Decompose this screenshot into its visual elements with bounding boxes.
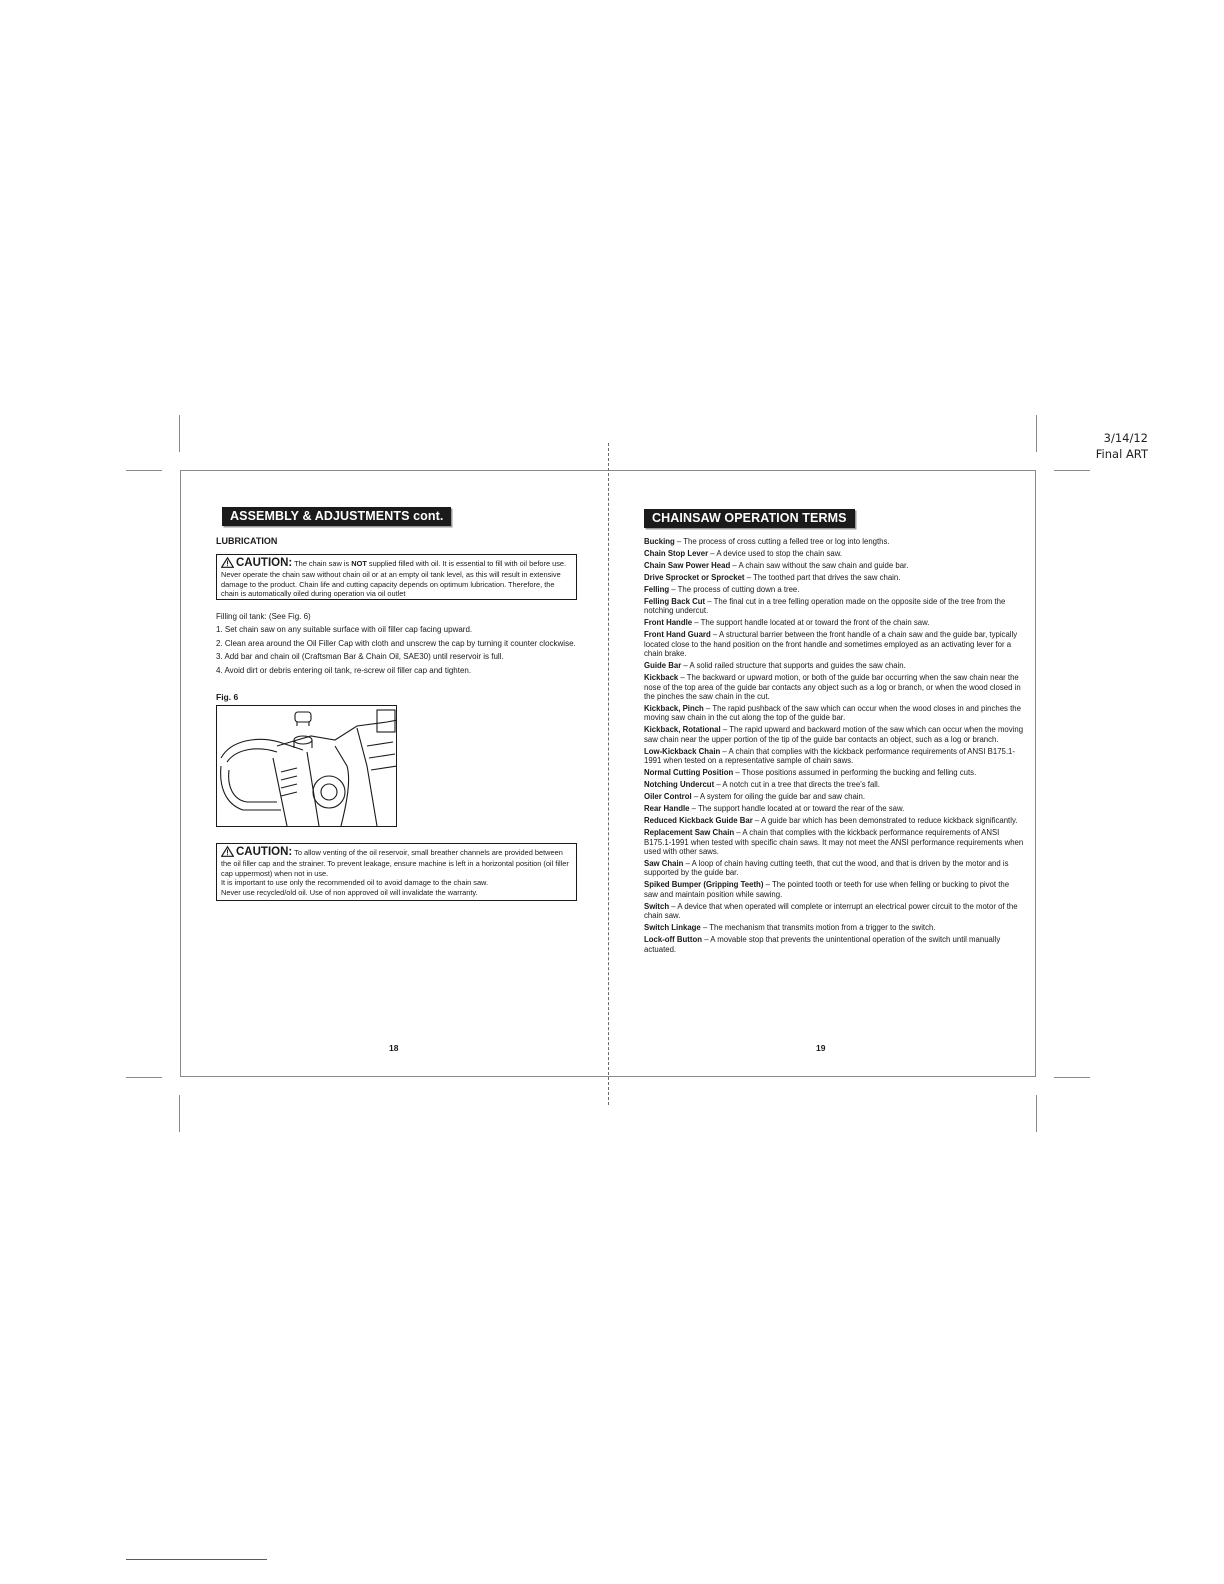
caution-recommended-oil: It is important to use only the recommended oil to avoid damage to the chain saw. — [221, 878, 489, 888]
term-definition: – Those positions assumed in performing the bucking and felling cuts. — [733, 768, 977, 778]
page-number-left: 18 — [389, 1043, 399, 1053]
term-name: Switch Linkage — [644, 923, 701, 933]
term-name: Bucking — [644, 537, 675, 546]
term-entry — [644, 828, 1024, 856]
caution-title: CAUTION: — [236, 557, 293, 569]
term-name: Low-Kickback Chain — [644, 746, 721, 756]
term-definition: – A structural barrier between the front handle of a chain saw and the guide bar, typically located close to the hand position on the front handle and sometimes employed as an activating lever for a chain brake. — [644, 630, 1018, 659]
term-definition: – A loop of chain having cutting teeth, that cut the wood, and that is driven by the motor and is supported by the guide bar. — [644, 859, 1009, 878]
term-entry — [644, 935, 1024, 954]
section-header-terms: CHAINSAW OPERATION TERMS — [644, 509, 855, 528]
term-definition: – The support handle located at or toward the front of the chain saw. — [692, 618, 930, 628]
term-entry — [644, 673, 1024, 701]
term-name: Felling Back Cut — [644, 597, 706, 606]
filling-intro: Filling oil tank: (See Fig. 6) — [216, 612, 311, 621]
term-definition: – The pointed tooth or teeth for use when felling or bucking to pivot the saw and maintain position while sawing. — [644, 880, 1010, 899]
term-definition: – A chain saw without the saw chain and guide bar. — [730, 561, 909, 570]
term-entry — [644, 859, 1024, 878]
caution-box-venting — [216, 843, 577, 901]
warning-triangle-icon — [221, 846, 234, 859]
page-number-right: 19 — [816, 1043, 826, 1053]
term-definition: – A solid railed structure that supports and guides the saw chain. — [681, 661, 906, 671]
fold-line — [608, 443, 609, 1105]
figure-label: Fig. 6 — [216, 692, 239, 702]
bottom-underline — [126, 1559, 267, 1560]
term-name: Rear Handle — [644, 804, 690, 814]
term-name: Oiler Control — [644, 792, 692, 802]
term-name: Guide Bar — [644, 661, 682, 671]
caution-title: CAUTION: — [236, 846, 293, 858]
term-entry — [644, 704, 1024, 723]
term-definition: – The final cut in a tree felling operation made on the opposite side of the tree from the notching undercut. — [644, 597, 1006, 616]
caution-text-start: The chain saw is — [292, 559, 352, 568]
term-entry — [644, 618, 1024, 627]
term-entry — [644, 585, 1024, 594]
crop-mark-left-bottom — [126, 1077, 162, 1078]
print-status: Final ART — [1095, 447, 1148, 461]
term-entry — [644, 923, 1024, 932]
term-definition: – The process of cross cutting a felled tree or log into lengths. — [674, 537, 890, 546]
term-entry — [644, 549, 1024, 558]
term-name: Front Hand Guard — [644, 630, 711, 640]
term-name: Spiked Bumper (Gripping Teeth) — [644, 880, 764, 890]
caution-text-rest: supplied filled with oil. It is essential to fill with oil before use. Never operate the chain saw without chain oil or at an empty oil tank level, as this will result in extensive damage to the product. Chain life and cutting capacity depends on optimum lubrication. Therefore, the chain is automatically oiled during operation via oil outlet — [221, 559, 567, 599]
crop-mark-bottom-right — [1036, 1095, 1037, 1132]
term-definition: – A device that when operated will complete or interrupt an electrical power circuit to the motor of the chain saw. — [644, 901, 1018, 921]
term-definition: – The rapid pushback of the saw which can occur when the wood closes in and pinches the moving saw chain in the cut along the top of the guide bar. — [644, 704, 1021, 723]
warning-triangle-icon — [221, 557, 234, 570]
term-entry — [644, 573, 1024, 582]
crop-mark-bottom-left — [179, 1095, 180, 1132]
term-name: Drive Sprocket or Sprocket — [644, 573, 745, 582]
term-entry — [644, 725, 1024, 744]
terms-list — [644, 537, 1024, 957]
term-definition: – The rapid upward and backward motion of the saw which can occur when the moving saw chain near the upper portion of the tip of the guide bar contacts an object, such as a log or branch. — [644, 725, 1024, 744]
term-name: Reduced Kickback Guide Bar — [644, 816, 753, 826]
term-name: Chain Stop Lever — [644, 549, 709, 558]
chainsaw-oil-cap-drawing — [217, 706, 397, 827]
term-name: Switch — [644, 901, 670, 911]
crop-mark-right-top — [1054, 470, 1090, 471]
crop-mark-top-right — [1036, 415, 1037, 452]
term-name: Normal Cutting Position — [644, 768, 734, 778]
caution-venting-text: To allow venting of the oil reservoir, small breather channels are provided between the oil filler cap and the strainer. To prevent leakage, ensure machine is left in a horizontal position (oil filler cap uppermost) when not in use. — [221, 848, 569, 878]
crop-mark-top-left — [179, 415, 180, 452]
term-definition: – A system for oiling the guide bar and saw chain. — [691, 792, 866, 802]
term-definition: – The process of cutting down a tree. — [669, 585, 800, 594]
term-entry — [644, 630, 1024, 658]
term-entry — [644, 880, 1024, 899]
term-entry — [644, 816, 1024, 825]
term-name: Saw Chain — [644, 859, 684, 869]
term-definition: – A guide bar which has been demonstrated to reduce kickback significantly. — [752, 816, 1018, 826]
term-definition: – A chain that complies with the kickback performance requirements of ANSI B175.1-1991 when tested on a representative sample of chain saws. — [644, 746, 1015, 766]
term-definition: – A chain that complies with the kickback performance requirements of ANSI B175.1-1991 when tested with specific chain saws. It may not meet the ANSI performance requirements when used with other saws. — [644, 828, 1024, 857]
term-name: Notching Undercut — [644, 780, 715, 790]
term-name: Kickback, Rotational — [644, 725, 721, 735]
crop-mark-left-top — [126, 470, 162, 471]
caution-recycled-oil: Never use recycled/old oil. Use of non approved oil will invalidate the warranty. — [221, 887, 478, 897]
term-entry — [644, 792, 1024, 801]
term-definition: – The toothed part that drives the saw chain. — [744, 573, 901, 582]
term-name: Kickback — [644, 673, 679, 683]
term-entry — [644, 597, 1024, 616]
filling-steps-list — [216, 625, 586, 679]
term-name: Chain Saw Power Head — [644, 561, 731, 570]
term-entry — [644, 902, 1024, 921]
step-3: 3. Add bar and chain oil (Craftsman Bar & Chain Oil, SAE30) until reservoir is full. — [216, 652, 504, 661]
term-definition: – A device used to stop the chain saw. — [708, 549, 843, 558]
step-2: 2. Clean area around the Oil Filler Cap with cloth and unscrew the cap by turning it counter clockwise. — [216, 638, 576, 648]
term-name: Felling — [644, 585, 670, 594]
print-date: 3/14/12 — [1103, 431, 1148, 445]
term-definition: – A notch cut in a tree that directs the tree's fall. — [714, 780, 880, 790]
term-entry — [644, 780, 1024, 789]
term-name: Front Handle — [644, 618, 693, 628]
step-1: 1. Set chain saw on any suitable surface with oil filler cap facing upward. — [216, 625, 473, 634]
figure-6-illustration — [216, 705, 397, 827]
term-entry — [644, 561, 1024, 570]
section-header-assembly: ASSEMBLY & ADJUSTMENTS cont. — [222, 507, 451, 526]
crop-mark-right-bottom — [1054, 1077, 1090, 1078]
term-name: Replacement Saw Chain — [644, 828, 735, 838]
term-entry — [644, 537, 1024, 546]
term-definition: – A movable stop that prevents the unintentional operation of the switch until manually actuated. — [644, 935, 1001, 954]
caution-box-oil — [216, 554, 577, 600]
term-entry — [644, 661, 1024, 670]
term-definition: – The backward or upward motion, or both of the guide bar occurring when the saw chain near the nose of the top area of the guide bar contacts any object such as a log or branch, or when the wood closed in the pinches the saw chain in the cut. — [644, 673, 1021, 702]
caution-text-bold: NOT — [351, 559, 367, 568]
term-entry — [644, 768, 1024, 777]
term-name: Kickback, Pinch — [644, 704, 704, 714]
subheading-lubrication: LUBRICATION — [216, 536, 278, 546]
term-entry — [644, 804, 1024, 813]
term-definition: – The mechanism that transmits motion from a trigger to the switch. — [700, 923, 936, 933]
term-name: Lock-off Button — [644, 935, 703, 945]
term-entry — [644, 747, 1024, 766]
step-4: 4. Avoid dirt or debris entering oil tank, re-screw oil filler cap and tighten. — [216, 665, 472, 675]
term-definition: – The support handle located at or toward the rear of the saw. — [689, 804, 905, 814]
